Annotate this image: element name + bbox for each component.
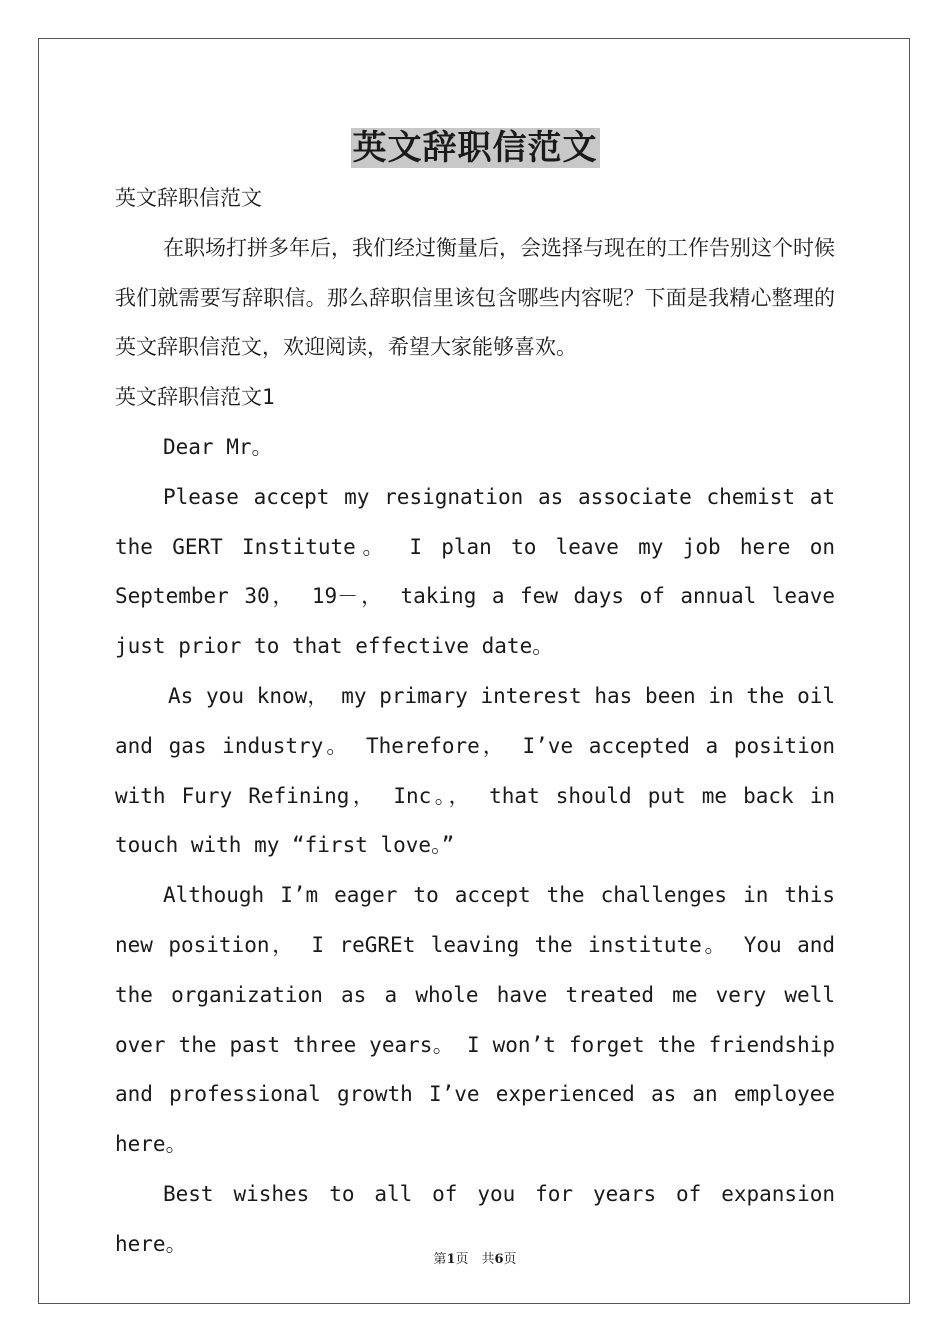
document-title: 英文辞职信范文 xyxy=(352,128,598,168)
section-heading: 英文辞职信范文1 xyxy=(115,385,275,410)
letter-paragraph-1: Please accept my resignation as associate chemist at the GERT Institute。 I plan to leave my job here on September 30， 19－， taking a few days of annual leave just prior to that effective date。 xyxy=(115,484,835,659)
intro-paragraph: 在职场打拼多年后，我们经过衡量后，会选择与现在的工作告别这个时候我们就需要写辞职信。那么辞职信里该包含哪些内容呢？下面是我精心整理的英文辞职信范文，欢迎阅读，希望大家能够喜欢。 xyxy=(115,235,835,360)
footer-page-number: 1 xyxy=(446,1252,456,1267)
letter-paragraph-4: Best wishes to all of you for years of expansion here。 xyxy=(115,1181,835,1256)
letter-paragraph-2: As you know， my primary interest has been in the oil and gas industry。 Therefore， I’ve accepted a position with Fury Refining， Inc。， that should put me back in touch with my “first love。” xyxy=(115,683,835,858)
document-title-wrapper xyxy=(0,126,950,170)
page-footer xyxy=(0,1248,950,1267)
letter-salutation: Dear Mr。 xyxy=(163,434,273,459)
footer-middle: 页 共 xyxy=(455,1252,495,1267)
footer-total-pages: 6 xyxy=(494,1252,504,1267)
letter-paragraph-3: Although I’m eager to accept the challenges in this new position， I reGREt leaving the institute。 You and the organization as a whole have treated me very well over the past three years。 I won’t forget the friendship and professional growth I’ve experienced as an employee here。 xyxy=(115,883,835,1157)
subtitle: 英文辞职信范文 xyxy=(115,186,262,210)
document-body xyxy=(115,174,835,1270)
footer-suffix: 页 xyxy=(503,1252,517,1267)
footer-prefix: 第 xyxy=(433,1252,447,1267)
